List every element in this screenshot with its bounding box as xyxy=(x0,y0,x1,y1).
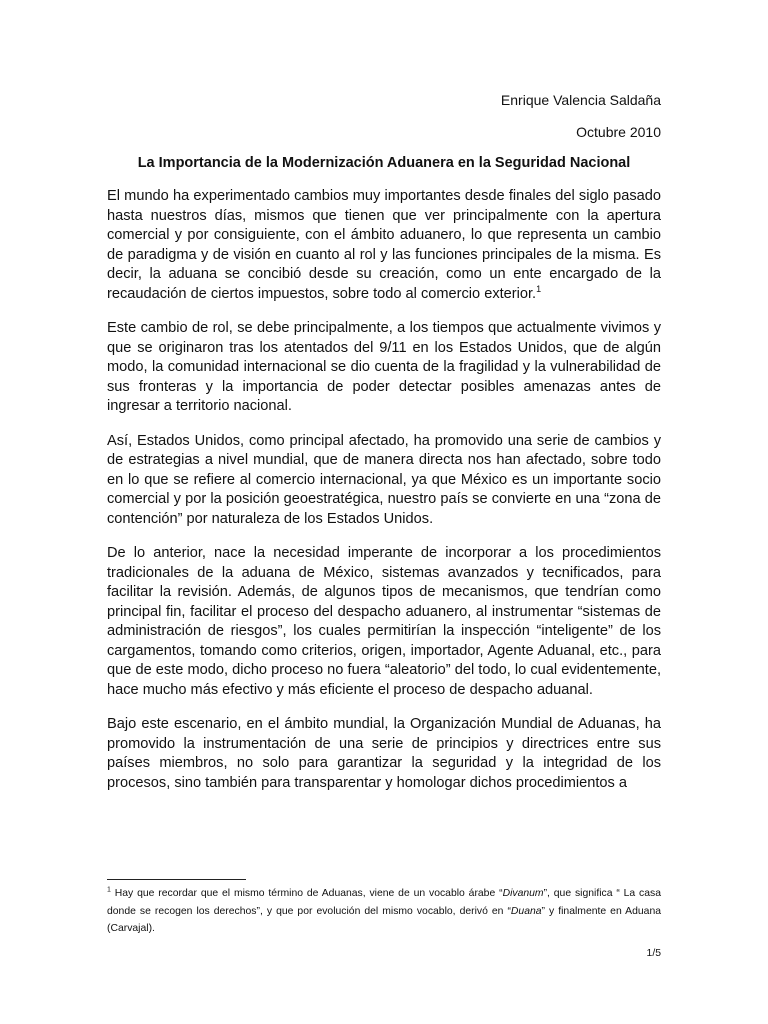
footnote-reference: 1 xyxy=(536,283,542,294)
footnote-italic-2: Duana xyxy=(510,905,542,917)
page-number: 1/5 xyxy=(646,948,661,959)
footnote-text-1: Hay que recordar que el mismo término de Aduanas, viene de un vocablo árabe “ xyxy=(114,888,503,899)
author-name: Enrique Valencia Saldaña xyxy=(500,92,661,108)
paragraph-2: Este cambio de rol, se debe principalmente, a los tiempos que actualmente vivimos y que se originaron tras los atentados del 9/11 en los Estados Unidos, que de algún modo, la comunidad internacional se dio cuenta de la fragilidad y la vulnerabilidad de sus fronteras y la importancia de poder detectar posibles amenazas antes de ingresar a territorio nacional. xyxy=(107,320,661,414)
body-text xyxy=(107,187,661,808)
document-title: La Importancia de la Modernización Aduanera en la Seguridad Nacional xyxy=(137,155,631,171)
paragraph-1-text: El mundo ha experimentado cambios muy importantes desde finales del siglo pasado hasta nuestros días, mismos que tienen que ver principalmente con la apertura comercial y por consiguiente, con el ámbito aduanero, lo que representa un cambio de paradigma y de visión en cuanto al rol y las funciones principales de la misma. Es decir, la aduana se concibió desde su creación, como un ente encargado de la recaudación de ciertos impuestos, sobre todo al comercio exterior. xyxy=(107,188,661,302)
paragraph-3: Así, Estados Unidos, como principal afectado, ha promovido una serie de cambios y de estrategias a nivel mundial, que de manera directa nos han afectado, sobre todo en lo que se refiere al comercio internacional, ya que México es un importante socio comercial y por la posición geoestratégica, nuestro país se convierte en una “zona de contención” por naturaleza de los Estados Unidos. xyxy=(107,432,661,527)
paragraph-1 xyxy=(107,187,661,304)
footnote-text-3: ” y finalmente en Aduana (Carvajal). xyxy=(107,905,662,934)
footnote-italic-1: Divanum xyxy=(502,888,544,899)
footnote xyxy=(107,885,661,938)
footnote-text-2: ”, que significa “ La casa donde se recogen los derechos”, y que por evolución del mismo vocablo, derivó en “ xyxy=(107,888,662,917)
footnote-separator xyxy=(107,879,246,880)
paragraph-4: De lo anterior, nace la necesidad imperante de incorporar a los procedimientos tradicionales de la aduana de México, sistemas avanzados y tecnificados, para facilitar la revisión. Además, de algunos tipos de mecanismos, que tendrían como principal fin, facilitar el proceso del despacho aduanero, al instrumentar “sistemas de administración de riesgos”, los cuales permitirían la inspección “inteligente” de los cargamentos, tomando como criterios, origen, importador, Agente Aduanal, etc., para que de este modo, dicho proceso no fuera “aleatorio” del todo, lo cual evidentemente, hace mucho más efectivo y más eficiente el proceso de despacho aduanal. xyxy=(107,545,661,698)
footnote-number: 1 xyxy=(107,886,111,894)
document-date: Octubre 2010 xyxy=(576,124,661,140)
paragraph-5: Bajo este escenario, en el ámbito mundial, la Organización Mundial de Aduanas, ha promovido la instrumentación de una serie de principios y directrices entre sus países miembros, no solo para garantizar la seguridad y la integridad de los procesos, sino también para transparentar y homologar dichos procedimientos a xyxy=(107,716,661,791)
